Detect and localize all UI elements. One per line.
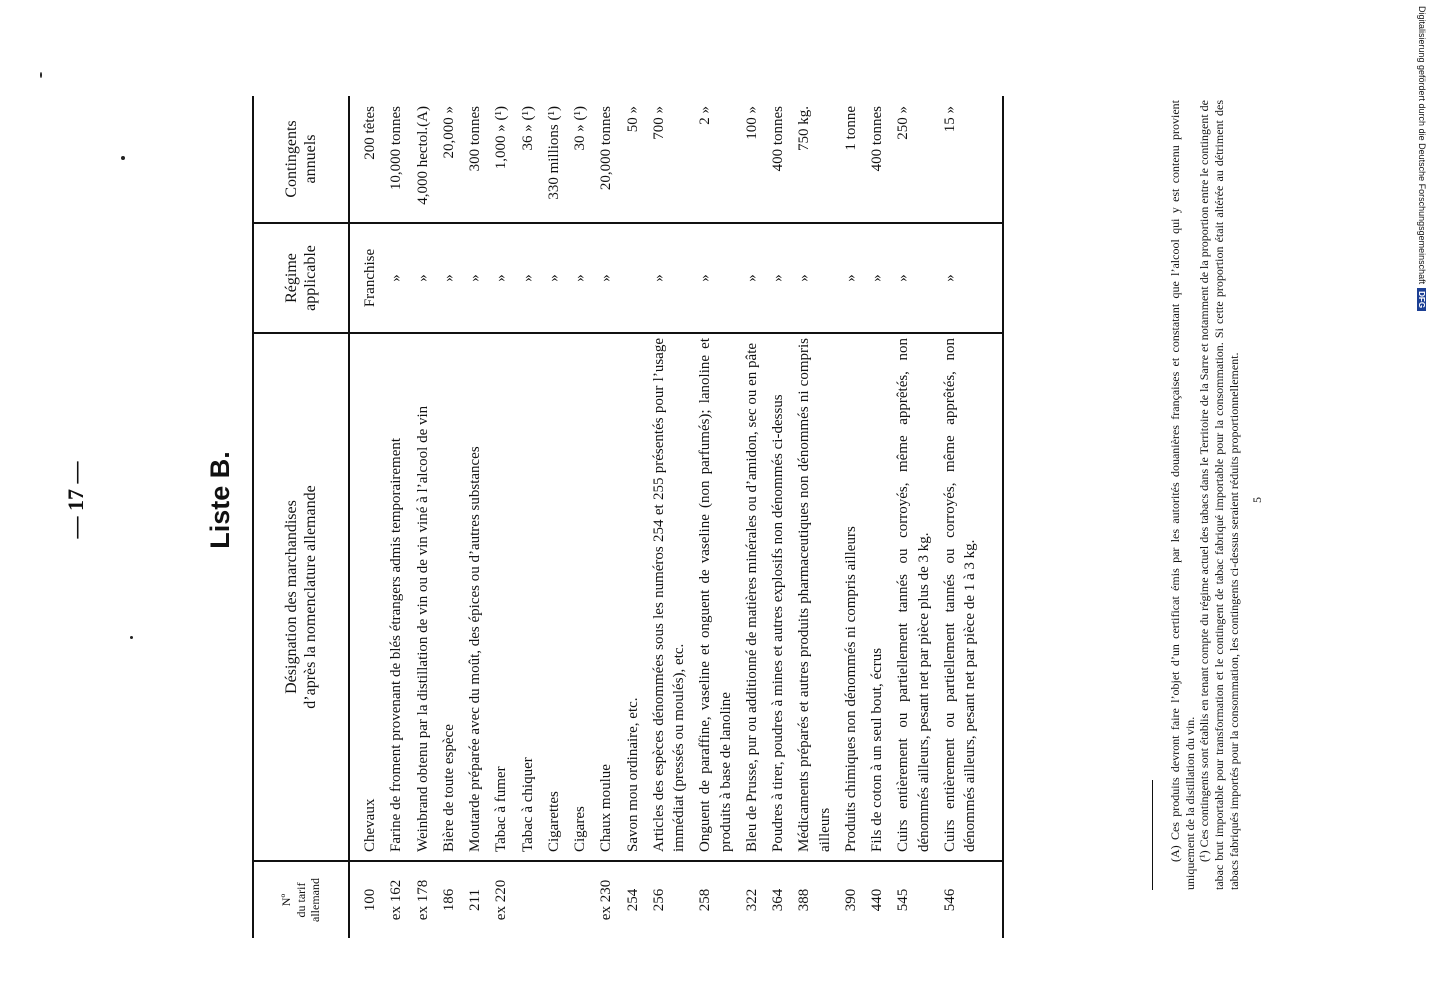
regime-cell: »: [864, 222, 890, 332]
tariff-number-cell: 211: [462, 860, 488, 938]
contingent-cell: 200 têtes: [362, 106, 378, 160]
tariff-number-cell: [541, 860, 567, 938]
designation-cell: Chaux moulue: [593, 332, 619, 860]
designation-cell: Savon mou ordinaire, etc.: [620, 332, 646, 860]
contingent-cell: 36 » (¹): [519, 106, 536, 151]
designation-cell: Bière de toute espèce: [436, 332, 462, 860]
contingent-cell: 15 »: [941, 106, 958, 133]
regime-cell: »: [937, 222, 1003, 332]
tariff-number-cell: 186: [436, 860, 462, 938]
regime-cell: »: [838, 222, 864, 332]
footnotes: [1168, 100, 1241, 890]
regime-cell: »: [890, 222, 937, 332]
tariff-number-cell: 440: [864, 860, 890, 938]
designation-cell: Farine de froment provenant de blés étrangers admis temporairement: [383, 332, 409, 860]
tariff-number-cell: 322: [739, 860, 765, 938]
contingent-cell: 330 millions (¹): [545, 106, 562, 200]
designation-cell: Médicaments préparés et autres produits pharmaceutiques non dénommés ni compris ailleurs: [791, 332, 838, 860]
regime-cell: [620, 222, 646, 332]
tariff-number-cell: 546: [937, 860, 1003, 938]
regime-cell: »: [646, 222, 693, 332]
tariff-number-cell: 364: [765, 860, 791, 938]
regime-cell: »: [515, 222, 541, 332]
contingent-cell: 750 kg.: [796, 106, 813, 151]
designation-cell: Onguent de paraffine, vaseline et onguent de vaseline (non parfumés); lanoline et produits à base de lanoline: [692, 332, 739, 860]
regime-cell: »: [739, 222, 765, 332]
designation-cell: Cigares: [567, 332, 593, 860]
regime-cell: »: [765, 222, 791, 332]
dfg-logo: DFG: [1417, 288, 1426, 311]
regime-cell: »: [383, 222, 409, 332]
header-tariff-number: Nº du tarif allemand: [254, 860, 348, 938]
designation-cell: Fils de coton à un seul bout, écrus: [864, 332, 890, 860]
regime-cell: »: [692, 222, 739, 332]
regime-cell: »: [462, 222, 488, 332]
page-number: — 17 —: [63, 461, 88, 539]
header-regime: Régime applicable: [254, 222, 348, 332]
tariff-number-cell: 258: [692, 860, 739, 938]
designation-cell: Articles des espèces dénommées sous les numéros 254 et 255 présentés pour l’usage immédiat (pressés ou moulés), etc.: [646, 332, 693, 860]
contingent-cell: 20,000 tonnes: [598, 106, 615, 191]
regime-cell: »: [541, 222, 567, 332]
designation-cell: Weinbrand obtenu par la distillation de vin ou de vin viné à l’alcool de vin: [410, 332, 436, 860]
designation-cell: Tabac à chiquer: [515, 332, 541, 860]
table-body: [350, 96, 1004, 938]
table-header: [252, 96, 350, 938]
footnote-a: (A) Ces produits devront faire l’objet d’un certificat émis par les autorités douanières françaises et constatant que l’alcool qui y est contenu provient uniquement de la distillation du vin.: [1168, 100, 1197, 890]
list-title: Liste B.: [205, 451, 235, 549]
regime-cell: »: [593, 222, 619, 332]
regime-cell: »: [436, 222, 462, 332]
tariff-number-cell: [515, 860, 541, 938]
designation-cell: Bleu de Prusse, pur ou additionné de matières minérales ou d’amidon, sec ou en pâte: [739, 332, 765, 860]
tariff-number-cell: 256: [646, 860, 693, 938]
designation-cell: Tabac à fumer: [488, 332, 514, 860]
footnote-rule: [1152, 780, 1153, 890]
regime-cell: »: [567, 222, 593, 332]
footnote-1: (¹) Ces contingents sont établis en tenant compte du régime actuel des tabacs dans le Territoire de la Sarre et notamment de la proportion entre le contingent de tabac brut importable pour transformation et le contingent de tabac fabriqué importable pour la consommation. Si cette proportion était altérée au détriment des tabacs fabriqués importés pour la consommation, les contingents ci-dessus seraient réduits proportionnellement.: [1197, 100, 1241, 890]
tariff-number-cell: ex 178: [410, 860, 436, 938]
header-designation: Désignation des marchandises d’après la nomenclature allemande: [254, 332, 348, 860]
goods-table: [252, 96, 1004, 938]
regime-cell: »: [791, 222, 838, 332]
contingent-cell: 30 » (¹): [572, 106, 588, 151]
contingent-cell: 20,000 »: [440, 106, 457, 159]
tariff-number-cell: 390: [838, 860, 864, 938]
tariff-number-cell: [567, 860, 593, 938]
tariff-number-cell: 254: [620, 860, 646, 938]
contingent-cell: 400 tonnes: [869, 106, 885, 172]
designation-cell: Cuirs entièrement ou partiellement tannés ou corroyés, même apprêtés, non dénommés ailleurs, pesant net par pièce plus de 3 kg.: [890, 332, 937, 860]
digitization-text: Digitalisierung gefördert durch die Deutsche Forschungsgemeinschaft: [1417, 6, 1427, 285]
tariff-number-cell: ex 220: [488, 860, 514, 938]
contingent-cell: 400 tonnes: [770, 106, 786, 172]
designation-cell: Cuirs entièrement ou partiellement tannés ou corroyés, même apprêtés, non dénommés ailleurs, pesant net par pièce de 1 à 3 kg.: [937, 332, 1003, 860]
designation-cell: Moutarde préparée avec du moût, des épices ou d’autres substances: [462, 332, 488, 860]
signature-number: 5: [1250, 497, 1264, 503]
tariff-number-cell: ex 162: [383, 860, 409, 938]
contingent-cell: 100 »: [743, 106, 760, 140]
header-contingents: Contingents annuels: [282, 120, 319, 198]
designation-cell: Chevaux: [350, 332, 383, 860]
contingent-cell: 250 »: [895, 106, 912, 140]
contingent-cell: 1 tonne: [842, 106, 859, 151]
tariff-number-cell: ex 230: [593, 860, 619, 938]
contingent-cell: 4,000 hectol.(A): [414, 106, 431, 205]
designation-cell: Poudres à tirer, poudres à mines et autres explosifs non dénommés ci-dessus: [765, 332, 791, 860]
contingent-cell: 10,000 tonnes: [388, 106, 405, 191]
contingent-cell: 300 tonnes: [467, 106, 483, 172]
regime-cell: »: [410, 222, 436, 332]
contingent-cell: 2 »: [697, 106, 714, 125]
regime-cell: Franchise: [350, 222, 383, 332]
tariff-number-cell: 388: [791, 860, 838, 938]
contingent-cell: 1,000 » (¹): [493, 106, 510, 170]
designation-cell: Cigarettes: [541, 332, 567, 860]
tariff-number-cell: 545: [890, 860, 937, 938]
tariff-number-cell: 100: [350, 860, 383, 938]
contingent-cell: 700 »: [650, 106, 667, 140]
designation-cell: Produits chimiques non dénommés ni compris ailleurs: [838, 332, 864, 860]
contingent-cell: 50 »: [624, 106, 641, 133]
regime-cell: »: [488, 222, 514, 332]
